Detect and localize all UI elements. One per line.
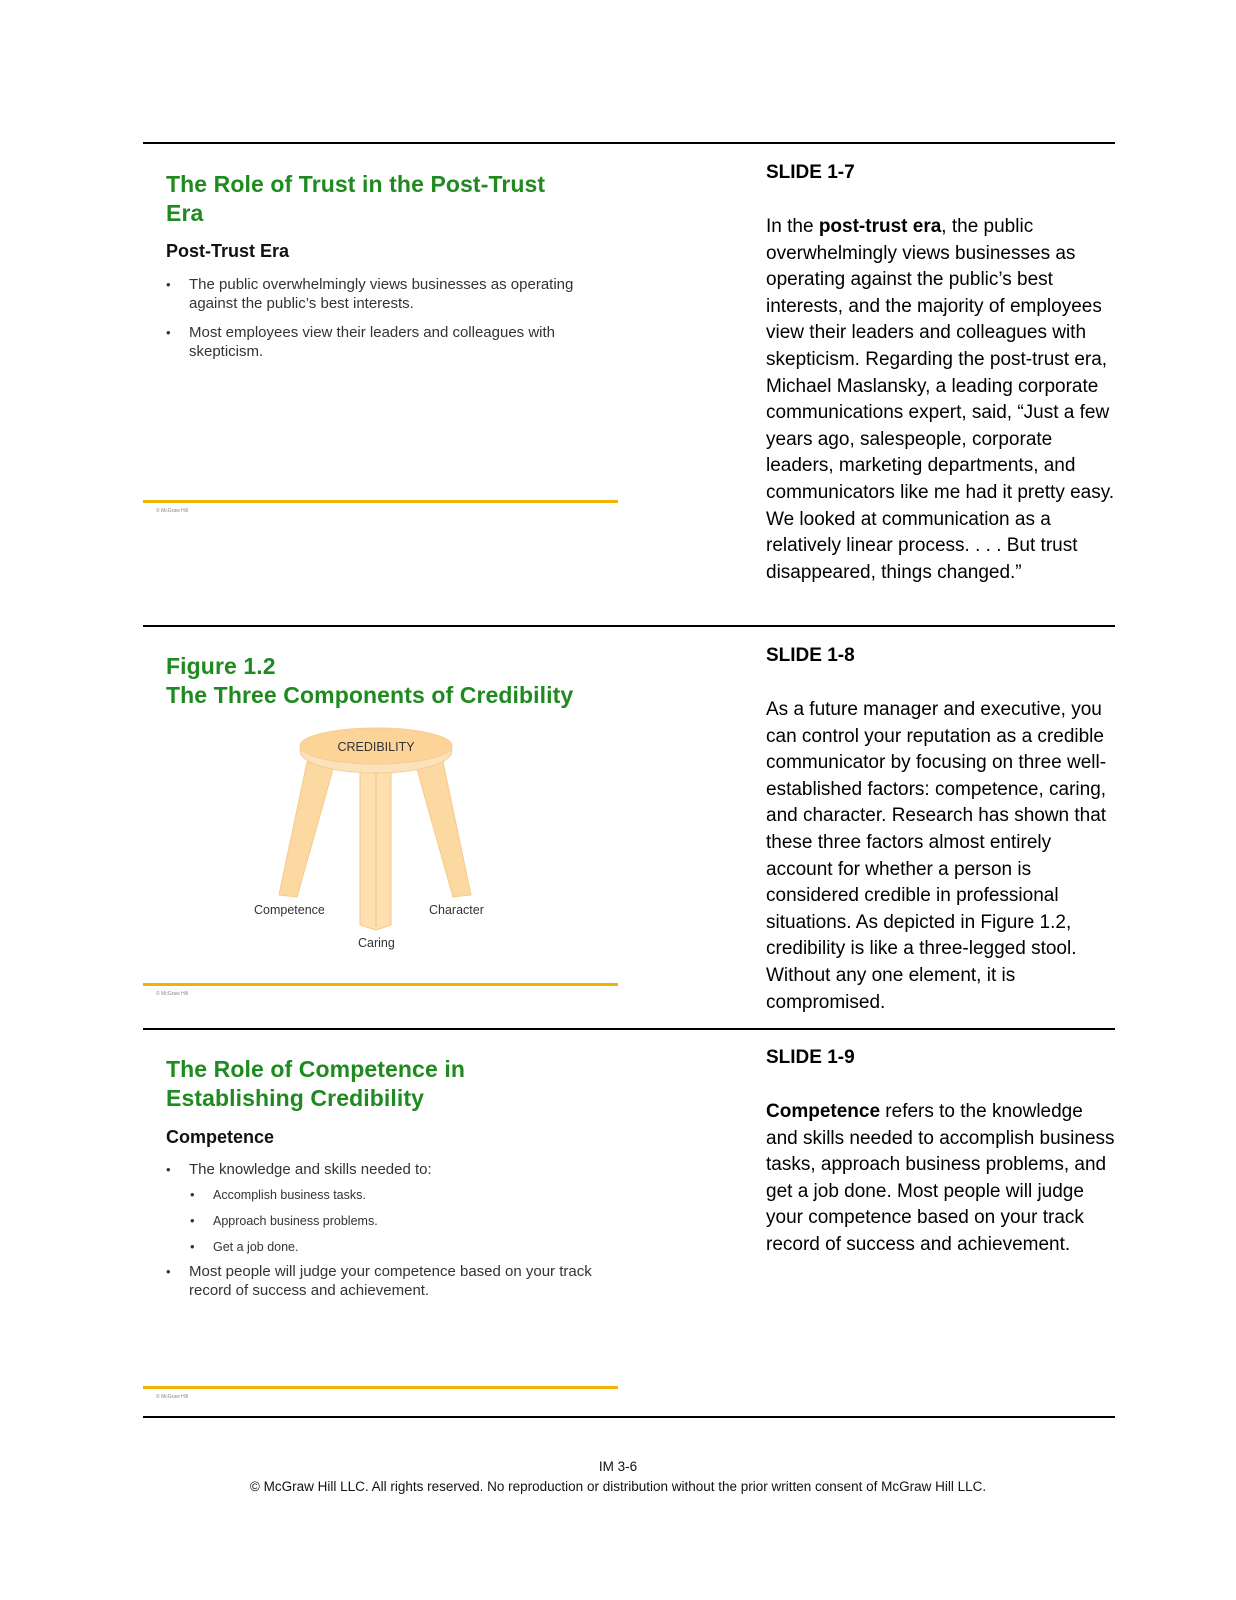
stool-leg-right	[415, 762, 471, 897]
slide-title: The Role of Trust in the Post-Trust Era	[166, 171, 546, 226]
notes-text-segment: refers to the knowledge and skills needed to accomplish business tasks, approach business problems, and get a job done. Most people will judge your competence based on your track record of success and achievement.	[766, 1101, 1115, 1255]
list-item: • Most employees view their leaders and colleagues with skepticism.	[166, 323, 596, 361]
row-divider-bottom	[143, 1416, 1115, 1418]
stool-seat-label: CREDIBILITY	[337, 740, 415, 754]
sub-list-item: • Approach business problems.	[166, 1208, 596, 1234]
stool-leg-label-caring: Caring	[358, 936, 395, 950]
stool-leg-left	[279, 762, 335, 897]
notes-text-segment: , the public overwhelmingly views businesses as operating against the public’s best interests, and the majority of employees view their leaders and colleagues with skepticism. Regarding the post-trust era, Michael Maslansky, a leading corporate communications expert, said, “Just a few years ago, salespeople, corporate leaders, marketing departments, and communicators like me had it pretty easy. We looked at communication as a relatively linear process. . . . But trust disappeared, things changed.”	[766, 216, 1115, 583]
notes-slide-1-7	[766, 162, 1116, 586]
stool-leg-label-competence: Competence	[254, 903, 325, 917]
slide-thumbnail-1-7	[143, 144, 618, 524]
list-item: • The public overwhelmingly views businesses as operating against the public’s best interests.	[166, 275, 596, 313]
slide-footer-line	[143, 1386, 618, 1389]
page-number: IM 3-6	[598, 1459, 638, 1474]
sub-list-item: • Get a job done.	[166, 1234, 596, 1260]
notes-term: Competence	[766, 1101, 881, 1122]
slide-number: SLIDE 1-8	[766, 645, 855, 666]
list-item: • The knowledge and skills needed to:	[166, 1160, 596, 1180]
slide-subtitle: Post-Trust Era	[166, 241, 290, 261]
slide-copyright: © McGraw Hill	[156, 991, 189, 997]
sub-list-item: • Accomplish business tasks.	[166, 1182, 596, 1208]
figure-label: Figure 1.2	[166, 653, 276, 679]
bullet-list	[166, 1160, 596, 1300]
bullet-list	[166, 275, 596, 361]
notes-slide-1-9	[766, 1047, 1116, 1259]
slide-subtitle: Competence	[166, 1127, 275, 1147]
page-copyright: © McGraw Hill LLC. All rights reserved. No reproduction or distribution without the prior written consent of McGraw Hill LLC.	[249, 1479, 987, 1494]
slide-thumbnail-1-8	[143, 627, 618, 1007]
notes-slide-1-8	[766, 645, 1116, 1016]
slide-title: The Role of Competence in Establishing Credibility	[166, 1056, 465, 1111]
notes-text: As a future manager and executive, you can control your reputation as a credible communicator by focusing on three well-established factors: competence, caring, and character. Research has shown that these three factors almost entirely account for whether a person is considered credible in professional situations. As depicted in Figure 1.2, credibility is like a three-legged stool. Without any one element, it is compromised.	[766, 699, 1107, 1013]
list-item: • Most people will judge your competence based on your track record of success and achievement.	[166, 1262, 596, 1300]
slide-copyright: © McGraw Hill	[156, 1394, 189, 1400]
slide-title	[166, 652, 626, 710]
slide-thumbnail-1-9	[143, 1030, 618, 1410]
slide-footer-line	[143, 983, 618, 986]
notes-text-segment: In the	[766, 216, 819, 237]
notes-term: post-trust era	[818, 216, 942, 237]
figure-title: The Three Components of Credibility	[166, 682, 574, 708]
slide-footer-line	[143, 500, 618, 503]
slide-copyright: © McGraw Hill	[156, 508, 189, 514]
slide-number: SLIDE 1-9	[766, 1047, 855, 1068]
notes-text	[766, 214, 1116, 586]
notes-text	[766, 1099, 1116, 1259]
stool-leg-label-character: Character	[429, 903, 484, 917]
slide-number: SLIDE 1-7	[766, 162, 855, 183]
